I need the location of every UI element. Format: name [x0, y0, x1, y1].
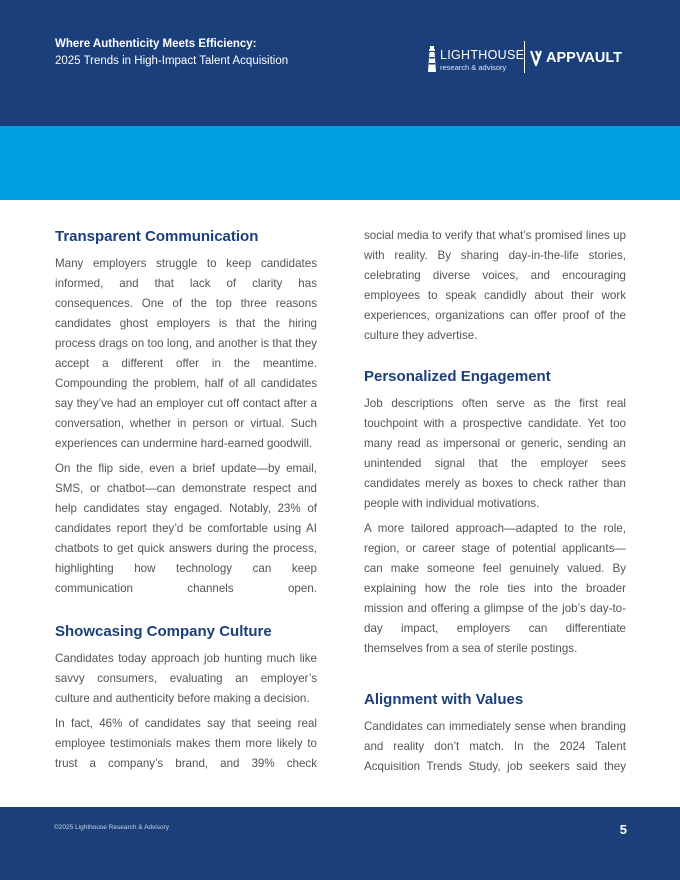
- body-paragraph: In fact, 46% of candidates say that seeing real employee testimonials makes them more likely to trust a company’s brand, and 39% check: [55, 717, 317, 770]
- body-paragraph: A more tailored approach—adapted to the role, region, or career stage of potential applicants—can make someone feel genuinely valued. By explaining how the role ties into the broader mission and offering a glimpse of the job’s day-to-day impact, employers can differentiate themselves from a sea of sterile postings.: [364, 522, 626, 655]
- body-paragraph-continued: social media to verify that what’s promised lines up with reality. By sharing day-in-the-life stories, celebrating diverse voices, and encouraging employees to speak candidly about their work experiences, organizations can offer proof of the culture they advertise.: [364, 229, 626, 342]
- body-paragraph: Many employers struggle to keep candidates informed, and that lack of clarity has consequences. One of the top three reasons candidates ghost employers is that the hiring process drags on too long, and another is that they accept a different offer in the meantime. Compounding the problem, half of all candidates say they’ve had an employer cut off contact after a conversation, whether in person or virtual. Such experiences can undermine hard-earned goodwill.: [55, 257, 317, 450]
- appvault-logo: [530, 47, 626, 71]
- page-header: [0, 0, 680, 126]
- lighthouse-wordmark: LIGHTHOUSE: [440, 48, 525, 62]
- report-title: Where Authenticity Meets Efficiency:: [55, 38, 257, 50]
- page-number: 5: [619, 822, 627, 837]
- body-paragraph: Candidates today approach job hunting much like savvy consumers, evaluating an employer’s culture and authenticity before making a decision.: [55, 652, 317, 705]
- accent-band: [0, 126, 680, 200]
- section-heading-company-culture: Showcasing Company Culture: [55, 623, 272, 640]
- appvault-wordmark: APPVAULT: [546, 50, 622, 66]
- page-footer: [0, 807, 680, 880]
- section-heading-alignment-values: Alignment with Values: [364, 691, 524, 708]
- right-column: [364, 224, 626, 777]
- logo-divider: [524, 41, 525, 73]
- lighthouse-logo: [427, 44, 525, 76]
- lighthouse-tagline: research & advisory: [440, 63, 507, 72]
- lighthouse-icon: [427, 46, 437, 72]
- body-paragraph: Candidates can immediately sense when branding and reality don’t match. In the 2024 Talent Acquisition Trends Study, job seekers said they: [364, 720, 626, 773]
- section-heading-transparent-communication: Transparent Communication: [55, 228, 259, 245]
- report-subtitle: 2025 Trends in High-Impact Talent Acquisition: [55, 55, 289, 67]
- left-column: [55, 224, 317, 774]
- body-paragraph: On the flip side, even a brief update—by email, SMS, or chatbot—can demonstrate respect and help candidates stay engaged. Notably, 23% of candidates report they’d be comfortable using AI chatbots to get quick answers during the process, highlighting how technology can keep communication channels open.: [55, 462, 317, 595]
- copyright-notice: ©2025 Lighthouse Research & Advisory: [54, 824, 169, 831]
- body-paragraph: Job descriptions often serve as the first real touchpoint with a prospective candidate. Yet too many read as impersonal or generic, sending an unintended signal that the employer sees candidates merely as boxes to check rather than people with individual motivations.: [364, 397, 626, 510]
- section-heading-personalized-engagement: Personalized Engagement: [364, 368, 551, 385]
